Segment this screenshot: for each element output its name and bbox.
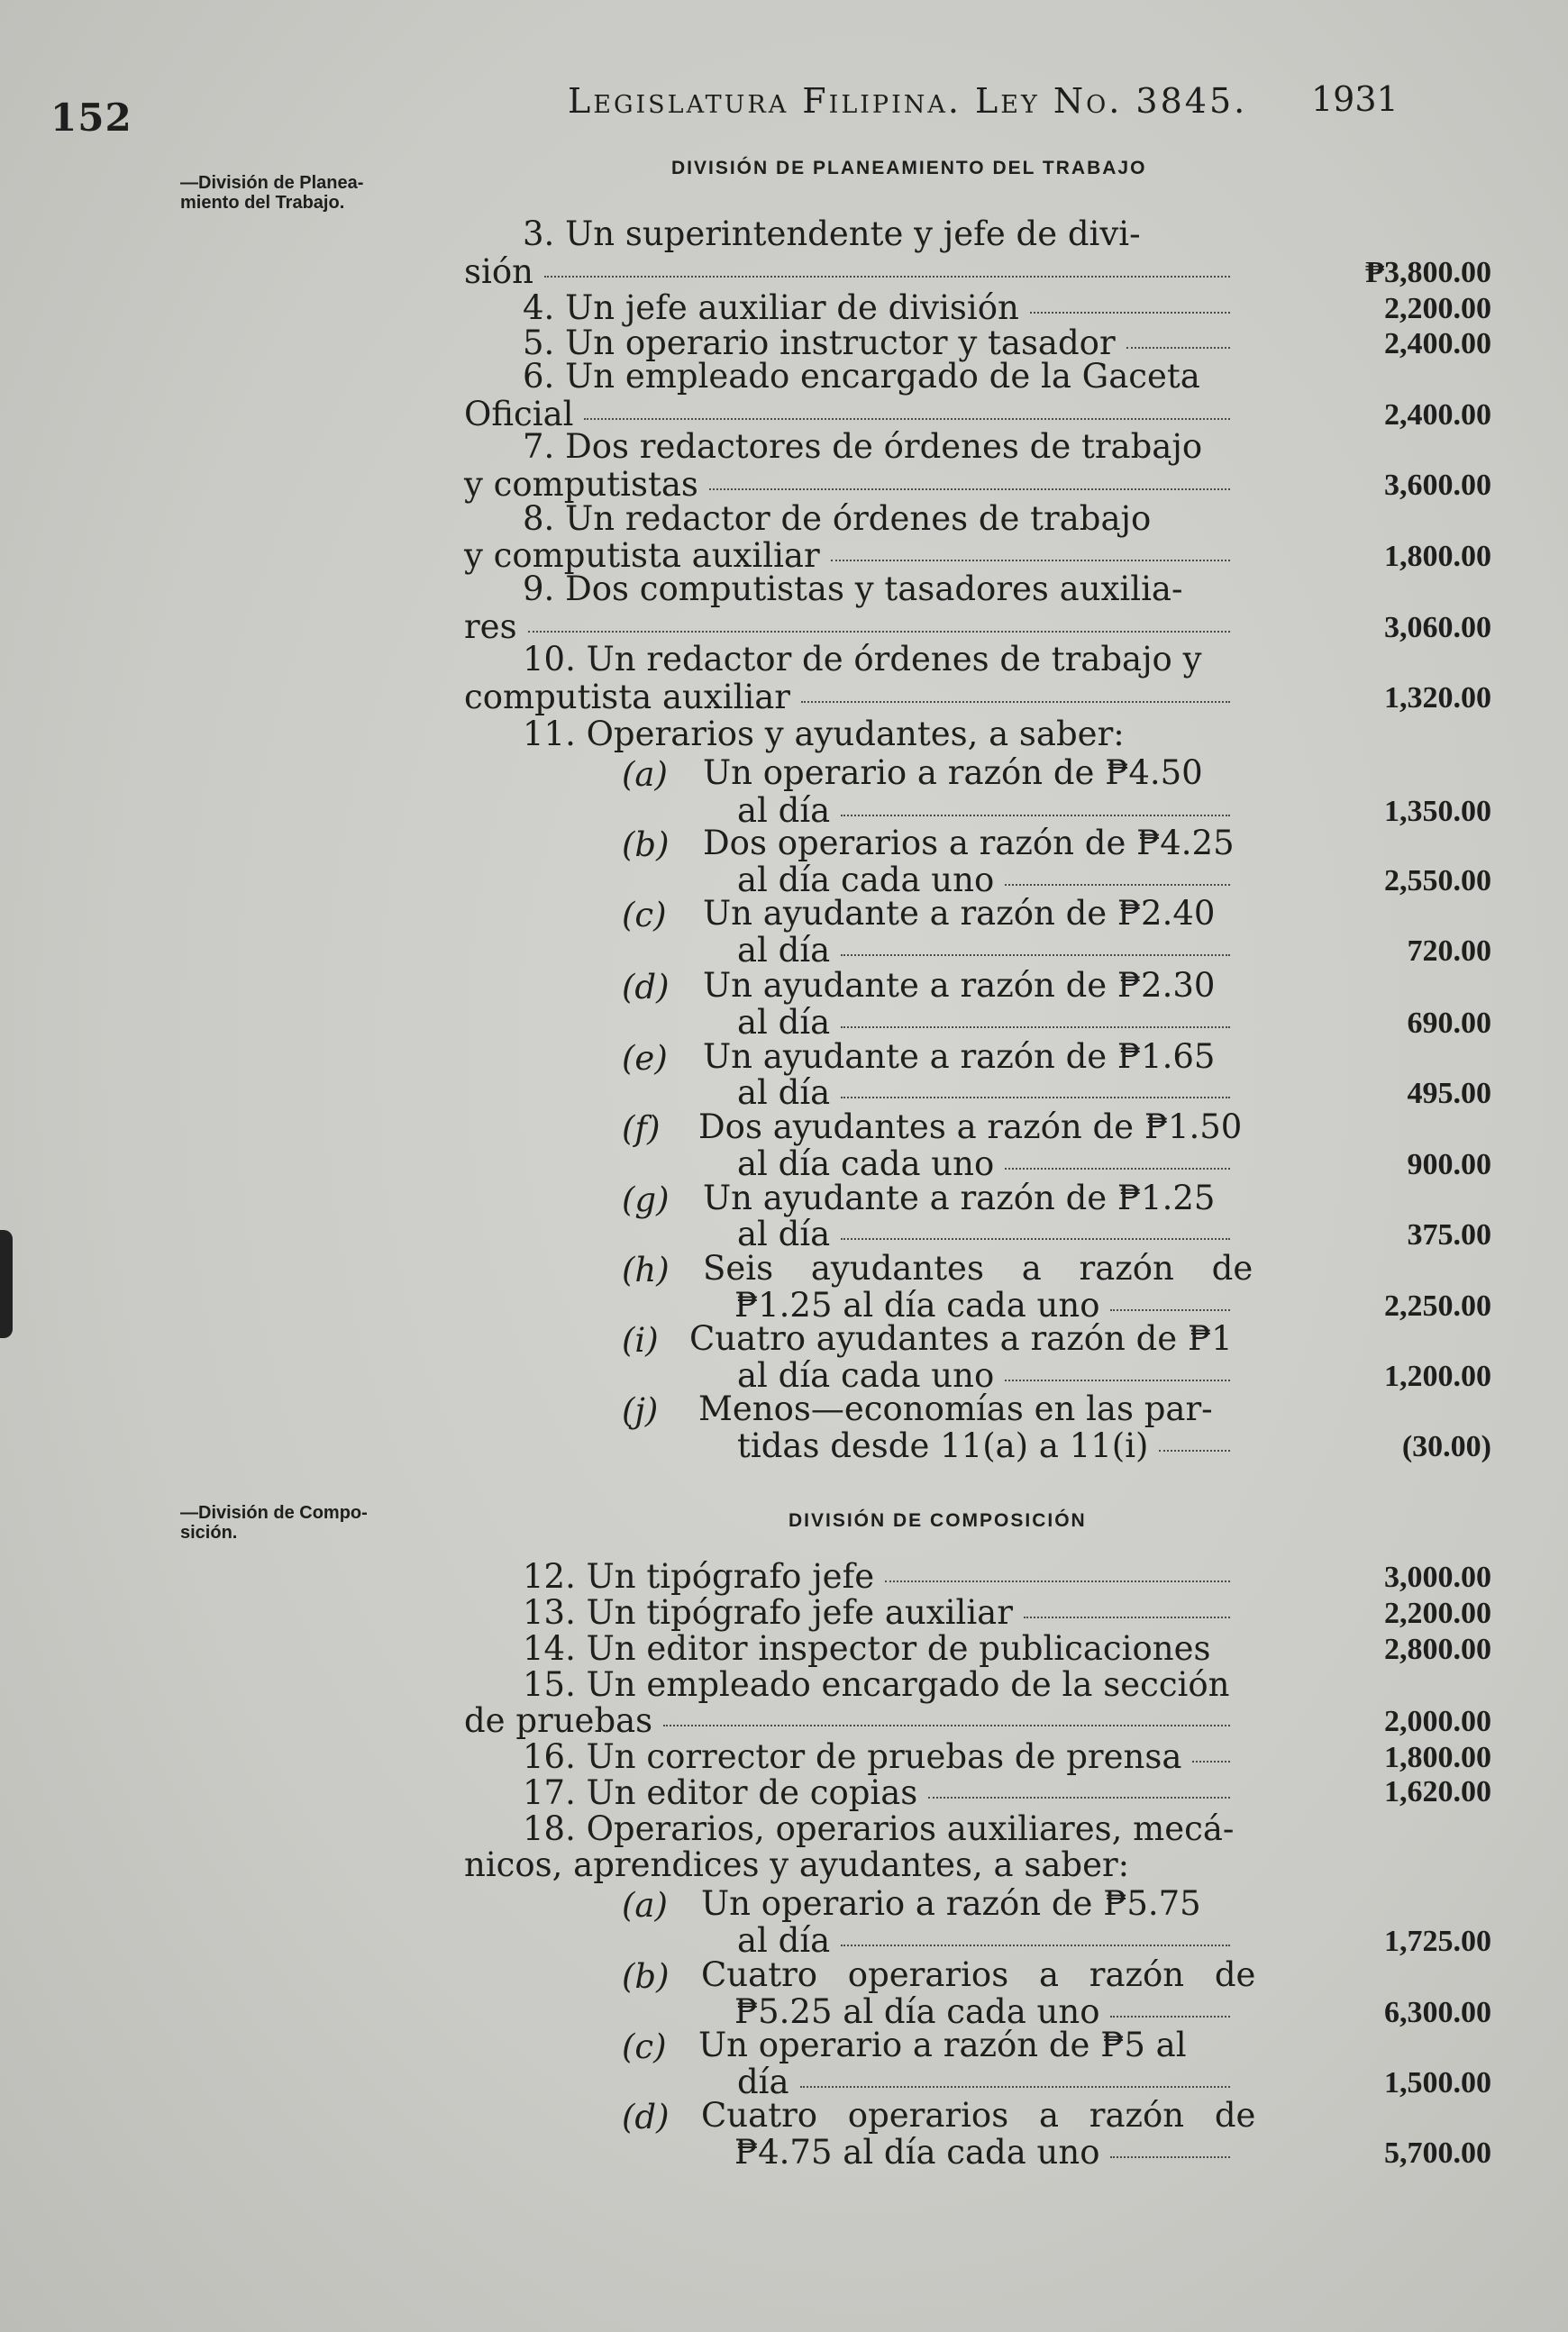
entry-line: Seis ayudantes a razón de	[703, 1249, 1253, 1288]
entry-line: Un ayudante a razón de ₱1.65	[703, 1037, 1216, 1076]
amount: (30.00)	[1401, 1430, 1491, 1463]
entry-line: Cuatro operarios a razón de	[701, 2096, 1256, 2135]
entry-line: Un operario a razón de ₱4.50	[703, 753, 1203, 792]
entry-line: al día	[737, 1075, 1239, 1111]
item-letter: (g)	[622, 1180, 670, 1219]
entry-line: al día	[737, 933, 1239, 969]
entry-line: Un operario a razón de ₱5.75	[701, 1884, 1201, 1923]
amount: 1,320.00	[1384, 681, 1491, 715]
entry-line: 11. Operarios y ayudantes, a saber:	[523, 715, 1125, 753]
amount: 1,800.00	[1384, 540, 1491, 573]
page-number: 152	[50, 96, 132, 140]
entry-line: de pruebas	[464, 1703, 1239, 1739]
amount: 375.00	[1407, 1218, 1491, 1252]
item-letter: (e)	[622, 1039, 668, 1078]
amount: 2,800.00	[1384, 1633, 1491, 1666]
entry-line: ₱5.25 al día cada uno	[734, 1994, 1239, 2030]
entry-line: computista auxiliar	[464, 679, 1239, 715]
amount: 900.00	[1407, 1148, 1491, 1181]
entry-line: 14. Un editor inspector de publicaciones	[523, 1629, 1211, 1668]
entry-line: 12. Un tipógrafo jefe	[523, 1559, 1239, 1595]
amount: 495.00	[1407, 1077, 1491, 1110]
entry-line: Cuatro ayudantes a razón de ₱1	[689, 1319, 1233, 1358]
entry-line: nicos, aprendices y ayudantes, a saber:	[464, 1845, 1130, 1884]
entry-line: sión	[464, 254, 1239, 290]
item-letter: (d)	[622, 968, 670, 1007]
item-letter: (d)	[622, 2098, 670, 2136]
entry-line: Un ayudante a razón de ₱2.40	[703, 894, 1216, 933]
entry-line: 18. Operarios, operarios auxiliares, mecá-	[523, 1809, 1235, 1848]
amount: 5,700.00	[1384, 2136, 1491, 2170]
entry-line: al día	[737, 1005, 1239, 1041]
item-letter: (b)	[622, 1957, 670, 1996]
entry-line: Un ayudante a razón de ₱1.25	[703, 1179, 1216, 1217]
entry-line: y computista auxiliar	[464, 538, 1239, 574]
entry-line: res	[464, 609, 1239, 645]
amount: 2,400.00	[1384, 327, 1491, 360]
entry-line: al día cada uno	[737, 862, 1239, 898]
amount: 1,500.00	[1384, 2066, 1491, 2100]
amount: 3,060.00	[1384, 611, 1491, 644]
entry-line: 6. Un empleado encargado de la Gaceta	[523, 357, 1200, 396]
item-letter: (j)	[622, 1391, 659, 1430]
entry-line: 3. Un superintendente y jefe de divi-	[523, 214, 1141, 253]
entry-line: 13. Un tipógrafo jefe auxiliar	[523, 1595, 1239, 1631]
running-head: Legislatura Filipina. Ley No. 3845.	[568, 81, 1248, 121]
amount: 2,550.00	[1384, 864, 1491, 897]
entry-line: 7. Dos redactores de órdenes de trabajo	[523, 427, 1203, 466]
item-letter: (f)	[622, 1109, 661, 1148]
entry-line: 16. Un corrector de pruebas de prensa	[523, 1739, 1239, 1775]
entry-line: Menos—economías en las par-	[698, 1389, 1213, 1428]
section-heading-planeamiento: DIVISIÓN DE PLANEAMIENTO DEL TRABAJO	[671, 158, 1147, 178]
entry-line: 17. Un editor de copias	[523, 1775, 1239, 1811]
amount: 1,200.00	[1384, 1360, 1491, 1393]
entry-line: Un operario a razón de ₱5 al	[698, 2026, 1187, 2064]
amount: 3,600.00	[1384, 469, 1491, 502]
amount: 2,250.00	[1384, 1289, 1491, 1323]
entry-line: ₱4.75 al día cada uno	[734, 2135, 1239, 2171]
entry-line: Dos operarios a razón de ₱4.25	[703, 824, 1235, 862]
amount: 2,400.00	[1384, 398, 1491, 432]
item-letter: (b)	[622, 825, 670, 864]
item-letter: (c)	[622, 2027, 667, 2066]
margin-note-planeamiento: —División de Planea- miento del Trabajo.	[180, 173, 364, 213]
entry-line: Oficial	[464, 396, 1239, 433]
entry-line: 4. Un jefe auxiliar de división	[523, 290, 1239, 326]
entry-line: al día	[737, 1923, 1239, 1959]
entry-line: 15. Un empleado encargado de la sección	[523, 1665, 1230, 1704]
entry-line: 5. Un operario instructor y tasador	[523, 325, 1239, 361]
amount: 3,000.00	[1384, 1561, 1491, 1594]
entry-line: al día	[737, 1216, 1239, 1253]
item-letter: (a)	[622, 755, 668, 794]
item-letter: (i)	[622, 1321, 659, 1360]
entry-line: tidas desde 11(a) a 11(i)	[737, 1428, 1239, 1464]
entry-line: al día cada uno	[737, 1358, 1239, 1394]
amount: 2,200.00	[1384, 292, 1491, 325]
entry-line: 10. Un redactor de órdenes de trabajo y	[523, 640, 1202, 679]
entry-line: Un ayudante a razón de ₱2.30	[703, 966, 1216, 1005]
entry-line: y computistas	[464, 467, 1239, 503]
entry-line: Cuatro operarios a razón de	[701, 1955, 1256, 1994]
item-letter: (h)	[622, 1251, 670, 1289]
entry-line: Dos ayudantes a razón de ₱1.50	[698, 1107, 1243, 1146]
entry-line: 9. Dos computistas y tasadores auxilia-	[523, 569, 1183, 608]
entry-line: día	[737, 2064, 1239, 2100]
item-letter: (c)	[622, 896, 667, 934]
amount: 2,000.00	[1384, 1705, 1491, 1738]
running-head-year: 1931	[1311, 79, 1399, 119]
amount: 6,300.00	[1384, 1996, 1491, 2029]
entry-line: al día cada uno	[737, 1146, 1239, 1182]
entry-line: al día	[737, 793, 1239, 829]
amount: 690.00	[1407, 1007, 1491, 1040]
item-letter: (a)	[622, 1886, 668, 1925]
margin-note-composicion: —División de Compo- sición.	[180, 1503, 368, 1543]
amount: ₱3,800.00	[1365, 256, 1491, 289]
amount: 720.00	[1407, 934, 1491, 968]
entry-line: 8. Un redactor de órdenes de trabajo	[523, 499, 1152, 538]
amount: 1,620.00	[1384, 1775, 1491, 1808]
section-heading-composicion: DIVISIÓN DE COMPOSICIÓN	[789, 1510, 1087, 1531]
amount: 1,350.00	[1384, 795, 1491, 828]
amount: 1,725.00	[1384, 1925, 1491, 1958]
amount: 1,800.00	[1384, 1741, 1491, 1774]
amount: 2,200.00	[1384, 1597, 1491, 1630]
entry-line: ₱1.25 al día cada uno	[734, 1288, 1239, 1324]
